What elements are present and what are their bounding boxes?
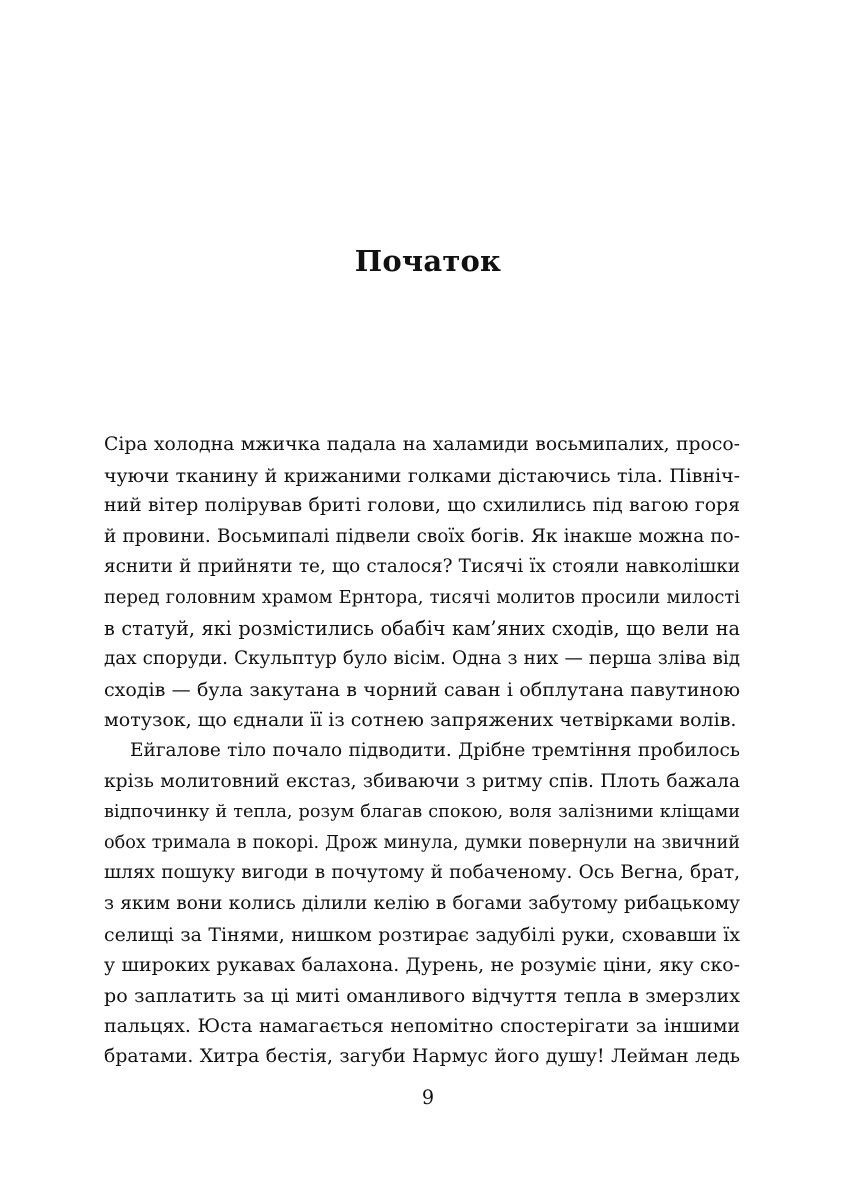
text-line: обох тримала в покорі. Дрож минула, думки повернули на звичний xyxy=(104,832,740,853)
text-line: ний вітер полірував бриті голови, що схилились під вагою горя xyxy=(104,495,740,517)
text-line: пальцях. Юста намагається непомітно спостерігати за іншими xyxy=(104,1015,740,1038)
text-line: перед головним храмом Ернтора, тисячі молитов просили милості xyxy=(104,586,740,608)
chapter-title: Початок xyxy=(354,244,502,278)
text-line: крізь молитовний екстаз, збиваючи з ритму спів. Плоть бажала xyxy=(104,770,740,792)
body-text xyxy=(104,430,740,1072)
text-line: й провини. Восьмипалі підвели своїх богів. Як інакше можна по- xyxy=(104,525,740,547)
text-line: з яким вони колись ділили келію в богами забутому рибацькому xyxy=(104,892,740,914)
text-line: в статуй, які розмістились обабіч кам’яних сходів, що вели на xyxy=(104,616,740,640)
text-line: шлях пошуку вигоди в почутому й побаченому. Ось Вегна, брат, xyxy=(104,862,740,884)
text-line: мотузок, що єднали її із сотнею запряжених четвірками волів. xyxy=(104,709,737,732)
page-number: 9 xyxy=(421,1086,435,1109)
text-line: сходів — була закутана в чорний саван і обплутана павутиною xyxy=(104,678,740,701)
text-line: ро заплатить за ці миті оманливого відчуття тепла в змерзлих xyxy=(104,984,740,1007)
text-line: Сіра холодна мжичка падала на халамиди восьмипалих, просо- xyxy=(104,434,740,455)
text-line: у широких рукавах балахона. Дурень, не розуміє ціни, яку ско- xyxy=(104,954,740,977)
text-line: Ейгалове тіло почало підводити. Дрібне тремтіння пробилось xyxy=(130,739,740,761)
text-line: чуючи тканину й крижаними голками дістаючись тіла. Північ- xyxy=(104,464,740,487)
text-line: яснити й прийняти те, що сталося? Тисячі їх стояли навколішки xyxy=(104,556,740,578)
text-line: дах споруди. Скульптур було вісім. Одна з них — перша зліва від xyxy=(104,648,740,670)
text-line: братами. Хитра бестія, загуби Нармус його душу! Лейман ледь xyxy=(104,1045,740,1067)
text-line: селищі за Тінями, нишком розтирає задубілі руки, сховавши їх xyxy=(104,923,740,946)
text-line: відпочинку й тепла, розум благав спокою, воля залізними кліщами xyxy=(104,802,740,823)
